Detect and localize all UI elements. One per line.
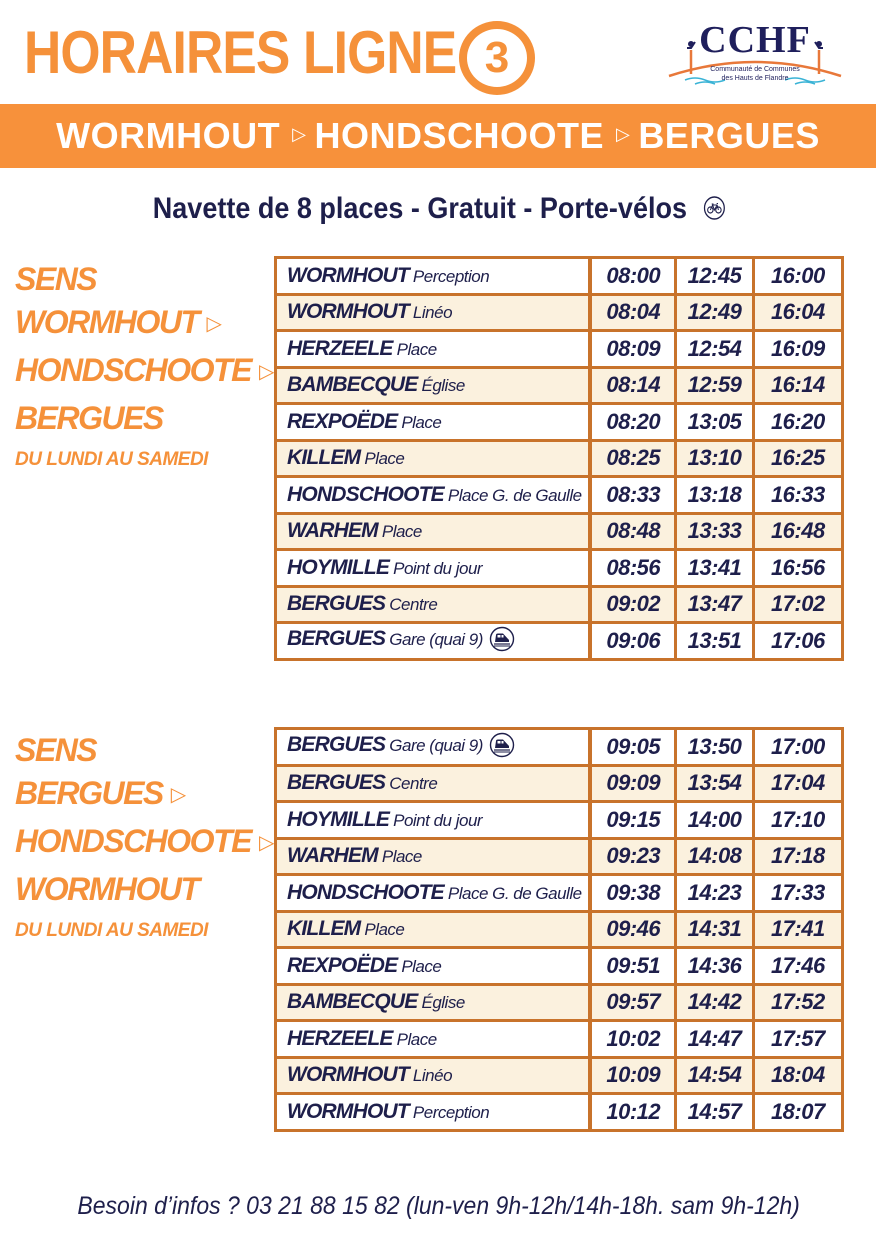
time-cell: 14:08 bbox=[676, 838, 753, 875]
time-cell: 14:47 bbox=[676, 1021, 753, 1058]
time-cell: 13:33 bbox=[676, 513, 753, 550]
time-cell: 12:45 bbox=[676, 258, 753, 295]
time-cell: 17:06 bbox=[753, 623, 842, 660]
table-row bbox=[276, 765, 843, 802]
time-cell: 08:33 bbox=[590, 477, 676, 514]
stop-place: Place bbox=[401, 412, 442, 432]
stop-place: Centre bbox=[389, 595, 438, 615]
table-row bbox=[276, 586, 843, 623]
table-row bbox=[276, 875, 843, 912]
stop-place: Linéo bbox=[412, 303, 453, 323]
stop-place: Place bbox=[381, 847, 422, 867]
time-cell: 14:42 bbox=[676, 984, 753, 1021]
time-cell: 08:00 bbox=[590, 258, 676, 295]
stop-place: Point du jour bbox=[393, 558, 483, 578]
stop-place: Perception bbox=[412, 1102, 490, 1122]
table-row bbox=[276, 294, 843, 331]
time-cell: 09:46 bbox=[590, 911, 676, 948]
table-row bbox=[276, 404, 843, 441]
stop-town: HONDSCHOOTE bbox=[287, 880, 444, 904]
time-cell: 16:48 bbox=[753, 513, 842, 550]
time-cell: 13:50 bbox=[676, 729, 753, 766]
stop-place: Perception bbox=[412, 266, 490, 286]
logo-acronym: CCHF bbox=[699, 19, 811, 61]
stop-town: BAMBECQUE bbox=[287, 990, 418, 1014]
line-number-badge bbox=[459, 21, 535, 95]
stop-place: Gare (quai 9) bbox=[389, 736, 483, 756]
table-row bbox=[276, 513, 843, 550]
route-stop-3: BERGUES bbox=[638, 115, 820, 156]
stop-cell bbox=[276, 911, 591, 948]
stop-town: HOYMILLE bbox=[287, 555, 390, 579]
stop-town: BERGUES bbox=[287, 733, 386, 757]
time-cell: 08:56 bbox=[590, 550, 676, 587]
time-cell: 10:12 bbox=[590, 1094, 676, 1131]
stop-town: WORMHOUT bbox=[287, 263, 409, 287]
time-cell: 16:04 bbox=[753, 294, 842, 331]
table-row bbox=[276, 984, 843, 1021]
time-cell: 13:10 bbox=[676, 440, 753, 477]
direction-sens: SENS bbox=[15, 732, 97, 768]
play-arrow-icon: ▷ bbox=[170, 784, 185, 806]
time-cell: 09:02 bbox=[590, 586, 676, 623]
stop-cell bbox=[276, 838, 591, 875]
stop-place: Point du jour bbox=[393, 810, 483, 830]
service-days: DU LUNDI AU SAMEDI bbox=[15, 920, 208, 941]
stop-cell bbox=[276, 367, 591, 404]
time-cell: 17:10 bbox=[753, 802, 842, 839]
direction-stop: HONDSCHOOTE bbox=[15, 823, 251, 859]
direction-stop: BERGUES bbox=[15, 400, 163, 436]
table-row bbox=[276, 258, 843, 295]
time-cell: 08:09 bbox=[590, 331, 676, 368]
footer-text: Besoin d’infos ? 03 21 88 15 82 (lun-ven 9h-12h/14h-18h. sam 9h-12h) bbox=[77, 1192, 800, 1220]
time-cell: 09:15 bbox=[590, 802, 676, 839]
table-row bbox=[276, 623, 843, 660]
time-cell: 09:06 bbox=[590, 623, 676, 660]
table-row bbox=[276, 331, 843, 368]
stop-town: REXPOËDE bbox=[287, 953, 398, 977]
train-icon bbox=[489, 626, 515, 652]
time-cell: 08:48 bbox=[590, 513, 676, 550]
time-cell: 17:18 bbox=[753, 838, 842, 875]
route-stop-2: HONDSCHOOTE bbox=[314, 115, 604, 156]
time-cell: 14:54 bbox=[676, 1057, 753, 1094]
time-cell: 17:46 bbox=[753, 948, 842, 985]
stop-place: Centre bbox=[389, 774, 438, 794]
time-cell: 17:41 bbox=[753, 911, 842, 948]
time-cell: 14:57 bbox=[676, 1094, 753, 1131]
stop-place: Place bbox=[396, 339, 437, 359]
stop-cell bbox=[276, 331, 591, 368]
time-cell: 18:04 bbox=[753, 1057, 842, 1094]
time-cell: 14:36 bbox=[676, 948, 753, 985]
time-cell: 13:47 bbox=[676, 586, 753, 623]
table-row bbox=[276, 838, 843, 875]
time-cell: 17:57 bbox=[753, 1021, 842, 1058]
logo-subtitle-2: des Hauts de Flandre bbox=[721, 75, 789, 82]
stop-cell bbox=[276, 802, 591, 839]
stop-cell bbox=[276, 258, 591, 295]
stop-town: HERZEELE bbox=[287, 336, 393, 360]
time-cell: 14:00 bbox=[676, 802, 753, 839]
time-cell: 13:05 bbox=[676, 404, 753, 441]
time-cell: 13:41 bbox=[676, 550, 753, 587]
stop-cell bbox=[276, 984, 591, 1021]
stop-town: BERGUES bbox=[287, 771, 386, 795]
time-cell: 13:18 bbox=[676, 477, 753, 514]
time-cell: 12:54 bbox=[676, 331, 753, 368]
stop-cell bbox=[276, 477, 591, 514]
cchf-logo bbox=[665, 18, 845, 88]
table-row bbox=[276, 367, 843, 404]
stop-place: Place bbox=[364, 920, 405, 940]
play-arrow-icon: ▷ bbox=[258, 832, 273, 854]
stop-place: Place G. de Gaulle bbox=[447, 883, 582, 903]
stop-cell bbox=[276, 550, 591, 587]
time-cell: 16:00 bbox=[753, 258, 842, 295]
time-cell: 12:59 bbox=[676, 367, 753, 404]
table-row bbox=[276, 729, 843, 766]
route-stop-1: WORMHOUT bbox=[56, 115, 281, 156]
time-cell: 14:31 bbox=[676, 911, 753, 948]
stop-cell bbox=[276, 404, 591, 441]
time-cell: 14:23 bbox=[676, 875, 753, 912]
time-cell: 08:14 bbox=[590, 367, 676, 404]
time-cell: 16:20 bbox=[753, 404, 842, 441]
time-cell: 16:25 bbox=[753, 440, 842, 477]
stop-cell bbox=[276, 513, 591, 550]
stop-town: BERGUES bbox=[287, 627, 386, 651]
stop-town: HONDSCHOOTE bbox=[287, 482, 444, 506]
time-cell: 17:00 bbox=[753, 729, 842, 766]
time-cell: 16:33 bbox=[753, 477, 842, 514]
time-cell: 08:20 bbox=[590, 404, 676, 441]
stop-town: BAMBECQUE bbox=[287, 373, 418, 397]
table-row bbox=[276, 440, 843, 477]
direction-stop: BERGUES bbox=[15, 775, 163, 811]
table-row bbox=[276, 550, 843, 587]
stop-town: KILLEM bbox=[287, 917, 361, 941]
bicycle-icon bbox=[703, 196, 725, 220]
stop-town: HERZEELE bbox=[287, 1026, 393, 1050]
stop-town: WORMHOUT bbox=[287, 1063, 409, 1087]
time-cell: 09:57 bbox=[590, 984, 676, 1021]
stop-place: Place bbox=[401, 956, 442, 976]
time-cell: 17:52 bbox=[753, 984, 842, 1021]
stop-town: BERGUES bbox=[287, 592, 386, 616]
stop-cell bbox=[276, 586, 591, 623]
subtitle-text: Navette de 8 places - Gratuit - Porte-vélos bbox=[152, 192, 687, 225]
stop-place: Place bbox=[364, 449, 405, 469]
stop-town: WARHEM bbox=[287, 844, 378, 868]
logo-subtitle-1: Communauté de Communes bbox=[710, 66, 800, 73]
table-row bbox=[276, 1021, 843, 1058]
table-row bbox=[276, 1094, 843, 1131]
stop-place: Place G. de Gaulle bbox=[447, 485, 582, 505]
timetable-2 bbox=[274, 727, 844, 1132]
time-cell: 09:05 bbox=[590, 729, 676, 766]
info-footer bbox=[0, 1192, 877, 1221]
direction-stop: HONDSCHOOTE bbox=[15, 352, 251, 388]
service-days: DU LUNDI AU SAMEDI bbox=[15, 449, 208, 470]
time-cell: 17:04 bbox=[753, 765, 842, 802]
time-cell: 16:14 bbox=[753, 367, 842, 404]
play-arrow-icon: ▷ bbox=[206, 313, 221, 335]
stop-cell bbox=[276, 1021, 591, 1058]
stop-cell bbox=[276, 765, 591, 802]
stop-cell bbox=[276, 1094, 591, 1131]
table-row bbox=[276, 1057, 843, 1094]
stop-place: Gare (quai 9) bbox=[389, 630, 483, 650]
direction-stop: WORMHOUT bbox=[15, 871, 199, 907]
stop-cell bbox=[276, 623, 591, 660]
time-cell: 09:09 bbox=[590, 765, 676, 802]
page-title: HORAIRES LIGNE bbox=[24, 19, 457, 86]
time-cell: 17:02 bbox=[753, 586, 842, 623]
direction-stop: WORMHOUT bbox=[15, 304, 199, 340]
stop-town: KILLEM bbox=[287, 446, 361, 470]
stop-cell bbox=[276, 729, 591, 766]
stop-cell bbox=[276, 440, 591, 477]
time-cell: 10:09 bbox=[590, 1057, 676, 1094]
stop-cell bbox=[276, 294, 591, 331]
direction-sens: SENS bbox=[15, 261, 97, 297]
stop-cell bbox=[276, 948, 591, 985]
play-arrow-icon: ▷ bbox=[615, 123, 631, 144]
time-cell: 10:02 bbox=[590, 1021, 676, 1058]
stop-cell bbox=[276, 875, 591, 912]
play-arrow-icon: ▷ bbox=[292, 123, 307, 144]
stop-place: Linéo bbox=[412, 1066, 453, 1086]
train-icon bbox=[489, 732, 515, 758]
direction-label-1 bbox=[15, 258, 273, 474]
timetable-1 bbox=[274, 256, 844, 661]
time-cell: 16:09 bbox=[753, 331, 842, 368]
time-cell: 12:49 bbox=[676, 294, 753, 331]
time-cell: 13:54 bbox=[676, 765, 753, 802]
time-cell: 18:07 bbox=[753, 1094, 842, 1131]
table-row bbox=[276, 948, 843, 985]
stop-town: HOYMILLE bbox=[287, 807, 390, 831]
table-row bbox=[276, 911, 843, 948]
stop-town: WORMHOUT bbox=[287, 1099, 409, 1123]
stop-place: Place bbox=[381, 522, 422, 542]
time-cell: 13:51 bbox=[676, 623, 753, 660]
time-cell: 16:56 bbox=[753, 550, 842, 587]
stop-cell bbox=[276, 1057, 591, 1094]
stop-place: Place bbox=[396, 1029, 437, 1049]
time-cell: 08:04 bbox=[590, 294, 676, 331]
stop-place: Église bbox=[421, 376, 465, 396]
table-row bbox=[276, 477, 843, 514]
line-number: 3 bbox=[484, 33, 510, 82]
stop-place: Église bbox=[421, 993, 465, 1013]
service-subtitle bbox=[0, 192, 877, 226]
time-cell: 09:23 bbox=[590, 838, 676, 875]
time-cell: 17:33 bbox=[753, 875, 842, 912]
stop-town: REXPOËDE bbox=[287, 409, 398, 433]
stop-town: WARHEM bbox=[287, 519, 378, 543]
time-cell: 09:51 bbox=[590, 948, 676, 985]
direction-label-2 bbox=[15, 729, 273, 945]
time-cell: 08:25 bbox=[590, 440, 676, 477]
route-band bbox=[0, 104, 876, 168]
stop-town: WORMHOUT bbox=[287, 300, 409, 324]
time-cell: 09:38 bbox=[590, 875, 676, 912]
play-arrow-icon: ▷ bbox=[258, 361, 273, 383]
table-row bbox=[276, 802, 843, 839]
